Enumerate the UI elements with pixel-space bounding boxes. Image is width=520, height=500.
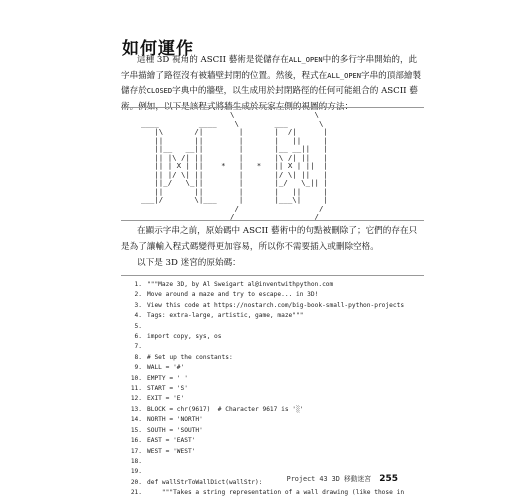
code-text: EAST = 'EAST' — [147, 437, 196, 445]
code-line — [124, 342, 404, 352]
code-text: Move around a maze and try to escape... in 3D! — [147, 291, 319, 299]
code-text: """Maze 3D, by Al Sweigart al@inventwithpython.com — [147, 281, 334, 288]
line-number: 13. — [130, 405, 142, 413]
code-line — [124, 374, 404, 384]
line-number: 21. — [130, 489, 142, 497]
closed-code: CLOSED — [146, 87, 173, 95]
code-line — [124, 394, 404, 404]
code-line — [124, 353, 404, 363]
line-number: 11. — [130, 385, 142, 393]
line-number: 14. — [130, 416, 142, 424]
page-number: 255 — [379, 474, 398, 484]
intro-text-4: 字典中的牆壁，以生成用於封閉路徑的任何可能組合的 ASCII 藝術。例如，以下是該程式將牆生成於玩家左側的視圖的方法： — [121, 86, 418, 112]
code-line — [124, 290, 404, 300]
code-text: WEST = 'WEST' — [147, 447, 196, 455]
line-number: 1. — [134, 281, 142, 288]
code-text: EXIT = 'E' — [147, 395, 185, 403]
code-line — [124, 457, 404, 467]
code-line — [124, 488, 404, 498]
line-number: 18. — [130, 457, 142, 465]
ascii-maze-view: \ \ ____ ____ \ ___ \ |\ /| | | /| | || || | | || | ||__ __|| | |__ __|| | || |\ /| || | |\ /| || | || | X | || * | * || X | || | || |/ \| || | |/ \| || | ||_/ \_|| | |_/ \_|| | || || | | || | ___|/ \|___ | |___\| | / / / / — [141, 110, 328, 221]
code-line — [124, 311, 404, 321]
line-number: 5. — [134, 322, 142, 330]
source-intro-paragraph: 以下是 3D 迷宮的原始碼： — [137, 258, 241, 268]
source-code-block — [124, 280, 404, 499]
line-number: 17. — [130, 447, 142, 455]
line-number: 10. — [130, 374, 142, 382]
code-text: View this code at https://nostarch.com/big-book-small-python-projects — [147, 301, 405, 309]
code-line — [124, 436, 404, 446]
code-line — [124, 301, 404, 311]
intro-text-3: 字串的頂部繪製儲存於 — [121, 70, 422, 96]
code-text: BLOCK = chr(9617) # Character 9617 is '░' — [147, 405, 304, 413]
line-number: 6. — [134, 333, 142, 341]
code-line — [124, 405, 404, 415]
code-line — [124, 447, 404, 457]
line-number: 8. — [134, 353, 142, 361]
line-number: 4. — [134, 312, 142, 320]
code-line — [124, 322, 404, 332]
code-text: """Takes a string representation of a wall drawing (like those in — [147, 489, 405, 497]
footer-project: Project 43 — [286, 475, 328, 483]
section-heading: 如何運作 — [122, 39, 194, 59]
line-number: 2. — [134, 291, 142, 299]
code-text: WALL = '#' — [147, 364, 185, 372]
intro-text-2: 中的多行字串開始的，此字串描繪了路徑沒有被牆壁封閉的位置。然後，程式在 — [121, 55, 418, 81]
intro-text-1: 這種 3D 視角的 ASCII 藝術是從儲存在 — [137, 55, 289, 65]
line-number: 19. — [130, 468, 142, 476]
code-text: def wallStrToWallDict(wallStr): — [147, 478, 263, 486]
code-text: NORTH = 'NORTH' — [147, 416, 203, 424]
code-line — [124, 384, 404, 394]
line-number: 20. — [130, 478, 142, 486]
code-text: EMPTY = ' ' — [147, 374, 188, 382]
code-text: START = 'S' — [147, 385, 188, 393]
all-open-code-1: ALL_OPEN — [288, 56, 323, 64]
line-number: 12. — [130, 395, 142, 403]
line-number: 15. — [130, 426, 142, 434]
all-open-code-2: ALL_OPEN — [327, 71, 361, 80]
ascii-bottom-rule — [121, 220, 424, 221]
code-text: import copy, sys, os — [147, 333, 222, 341]
line-number: 9. — [134, 364, 142, 372]
code-line — [124, 426, 404, 436]
code-top-rule — [121, 275, 424, 276]
explanation-paragraph: 在顯示字串之前，原始碼中 ASCII 藝術中的句點被刪除了；它們的存在只是為了讓輸入程式碼變得更加容易，所以你不需要插入或刪除空格。 — [121, 226, 418, 252]
line-number: 3. — [134, 301, 142, 309]
footer-title: 3D 移動迷宮 — [331, 475, 372, 483]
code-text: Tags: extra-large, artistic, game, maze""" — [147, 312, 304, 320]
line-number: 16. — [130, 437, 142, 445]
intro-paragraph — [121, 53, 423, 115]
code-line — [124, 332, 404, 342]
code-line — [124, 280, 404, 290]
code-text: # Set up the constants: — [147, 353, 233, 361]
code-text: SOUTH = 'SOUTH' — [147, 426, 203, 434]
line-number: 7. — [134, 343, 142, 351]
code-line — [124, 363, 404, 373]
ascii-top-rule — [121, 107, 424, 108]
code-line — [124, 415, 404, 425]
page-footer — [287, 473, 398, 484]
